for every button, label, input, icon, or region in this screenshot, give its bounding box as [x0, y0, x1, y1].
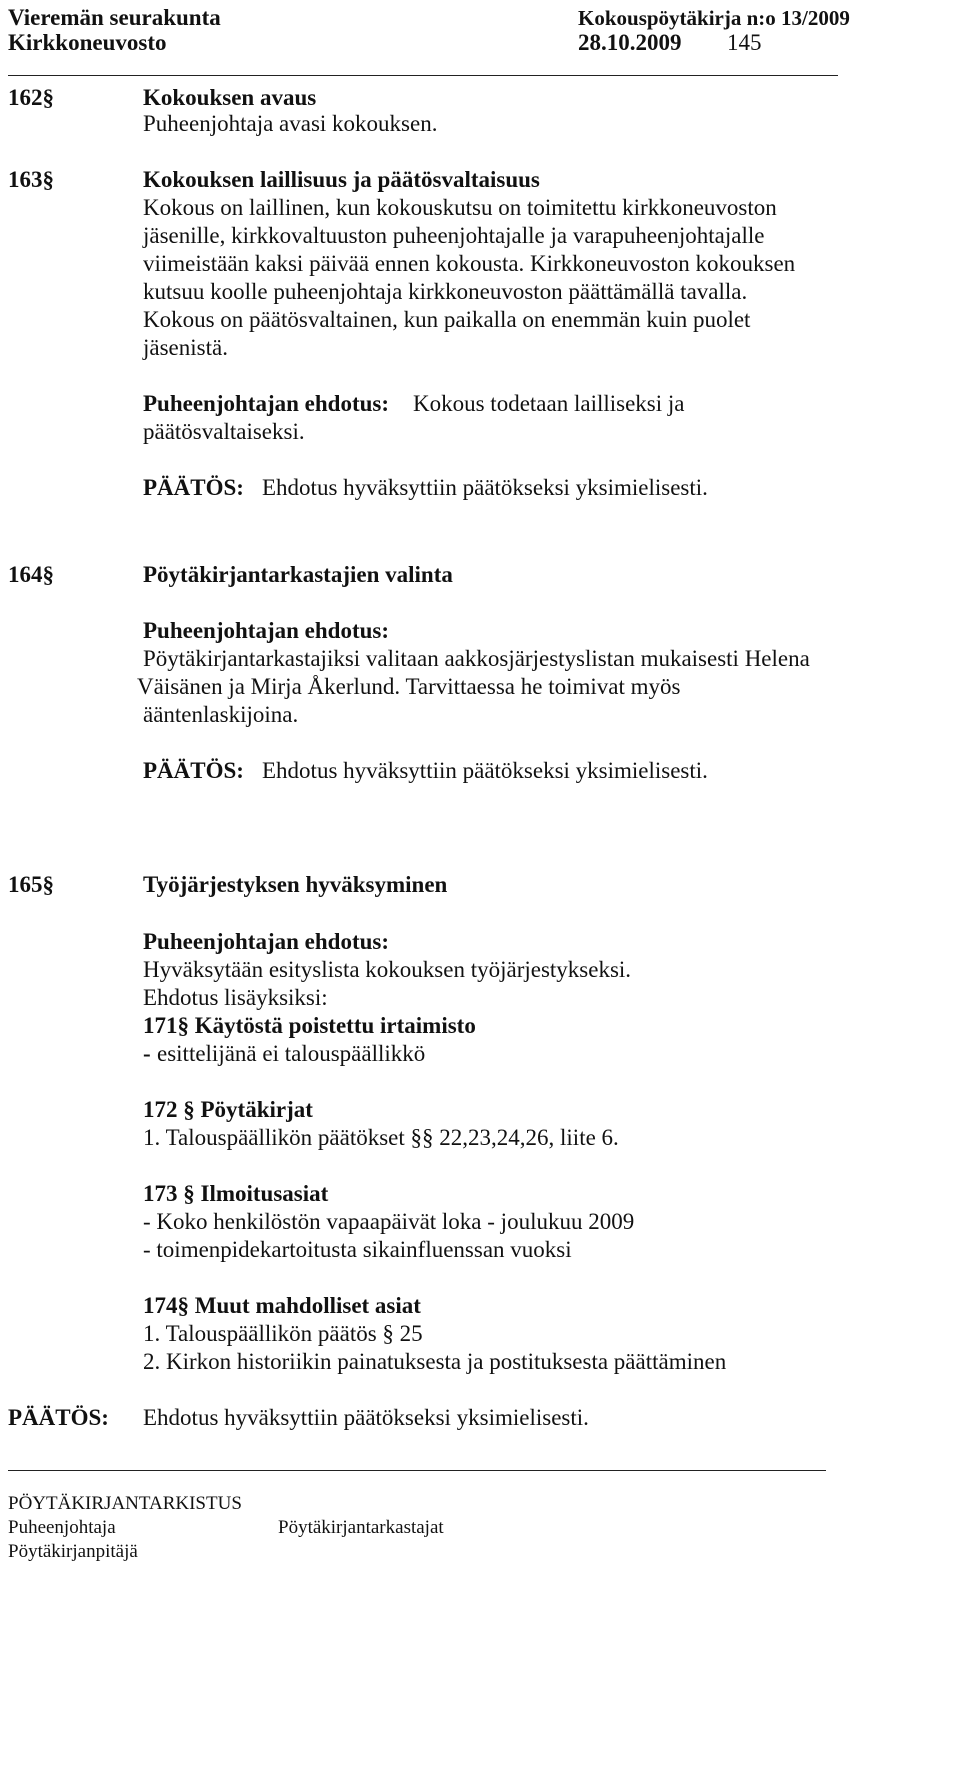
section-165-title: Työjärjestyksen hyväksyminen [143, 872, 448, 897]
addition-171-text: esittelijänä ei talouspäällikkö [157, 1041, 426, 1066]
section-164-line: ääntenlaskijoina. [143, 702, 299, 727]
section-164-line: Pöytäkirjantarkastajiksi valitaan aakkosjärjestyslistan mukaisesti Helena [143, 646, 810, 671]
section-163-line: jäsenille, kirkkovaltuuston puheenjohtajalle ja varapuheenjohtajalle [143, 223, 765, 248]
addition-173-line-2: - toimenpidekartoitusta sikainfluenssan vuoksi [143, 1237, 572, 1262]
section-164-line: Väisänen ja Mirja Åkerlund. Tarvittaessa he toimivat myös [137, 674, 681, 699]
org-name: Vieremän seurakunta [8, 5, 221, 30]
section-163-number: 163§ [8, 167, 54, 192]
section-163-proposal-text: Kokous todetaan lailliseksi ja [413, 391, 685, 416]
footer-title: PÖYTÄKIRJANTARKISTUS [8, 1493, 242, 1514]
footer-chair: Puheenjohtaja [8, 1517, 116, 1538]
section-165-decision-text: Ehdotus hyväksyttiin päätökseksi yksimielisesti. [143, 1405, 589, 1430]
section-164-number: 164§ [8, 562, 54, 587]
council-name: Kirkkoneuvosto [8, 30, 167, 55]
addition-171-title: 171§ Käytöstä poistettu irtaimisto [143, 1013, 476, 1038]
section-165-number: 165§ [8, 872, 54, 897]
section-163-decision-text: Ehdotus hyväksyttiin päätökseksi yksimielisesti. [262, 475, 708, 500]
footer-checkers: Pöytäkirjantarkastajat [278, 1517, 444, 1538]
section-163-title: Kokouksen laillisuus ja päätösvaltaisuus [143, 167, 540, 192]
section-165-decision-label: PÄÄTÖS: [8, 1405, 109, 1430]
section-164-title: Pöytäkirjantarkastajien valinta [143, 562, 453, 587]
meeting-date: 28.10.2009 [578, 30, 682, 55]
addition-174-title: 174§ Muut mahdolliset asiat [143, 1293, 421, 1318]
section-162-text: Puheenjohtaja avasi kokouksen. [143, 111, 438, 136]
section-163-line: Kokous on päätösvaltainen, kun paikalla on enemmän kuin puolet [143, 307, 751, 332]
section-163-line: viimeistään kaksi päivää ennen kokousta. Kirkkoneuvoston kokouksen [143, 251, 796, 276]
footer-rule [8, 1470, 826, 1471]
section-163-line: jäsenistä. [143, 335, 228, 360]
footer-keeper: Pöytäkirjanpitäjä [8, 1541, 138, 1562]
addition-171-dash: - [143, 1041, 151, 1066]
section-162-title: Kokouksen avaus [143, 85, 317, 110]
section-163-proposal-label: Puheenjohtajan ehdotus: [143, 391, 390, 416]
section-163-proposal-text-2: päätösvaltaiseksi. [143, 419, 305, 444]
addition-172-title: 172 § Pöytäkirjat [143, 1097, 313, 1122]
header-rule [8, 75, 838, 76]
addition-174-line-2: 2. Kirkon historiikin painatuksesta ja postituksesta päättäminen [143, 1349, 727, 1374]
doc-number: Kokouspöytäkirja n:o 13/2009 [578, 6, 850, 30]
section-163-decision-label: PÄÄTÖS: [143, 475, 244, 500]
section-165-proposal-label: Puheenjohtajan ehdotus: [143, 929, 390, 954]
addition-173-title: 173 § Ilmoitusasiat [143, 1181, 329, 1206]
section-164-decision-label: PÄÄTÖS: [143, 758, 244, 783]
section-165-line-2: Ehdotus lisäyksiksi: [143, 985, 328, 1010]
addition-173-line-1: - Koko henkilöstön vapaapäivät loka - joulukuu 2009 [143, 1209, 635, 1234]
section-162-number: 162§ [8, 85, 54, 110]
addition-172-text: 1. Talouspäällikön päätökset §§ 22,23,24,26, liite 6. [143, 1125, 619, 1150]
addition-174-line-1: 1. Talouspäällikön päätös § 25 [143, 1321, 423, 1346]
page-number: 145 [727, 30, 762, 55]
section-164-decision-text: Ehdotus hyväksyttiin päätökseksi yksimielisesti. [262, 758, 708, 783]
section-164-proposal-label: Puheenjohtajan ehdotus: [143, 618, 390, 643]
section-163-line: Kokous on laillinen, kun kokouskutsu on toimitettu kirkkoneuvoston [143, 195, 777, 220]
section-165-line-1: Hyväksytään esityslista kokouksen työjärjestykseksi. [143, 957, 632, 982]
section-163-line: kutsuu koolle puheenjohtaja kirkkoneuvoston päättämällä tavalla. [143, 279, 748, 304]
